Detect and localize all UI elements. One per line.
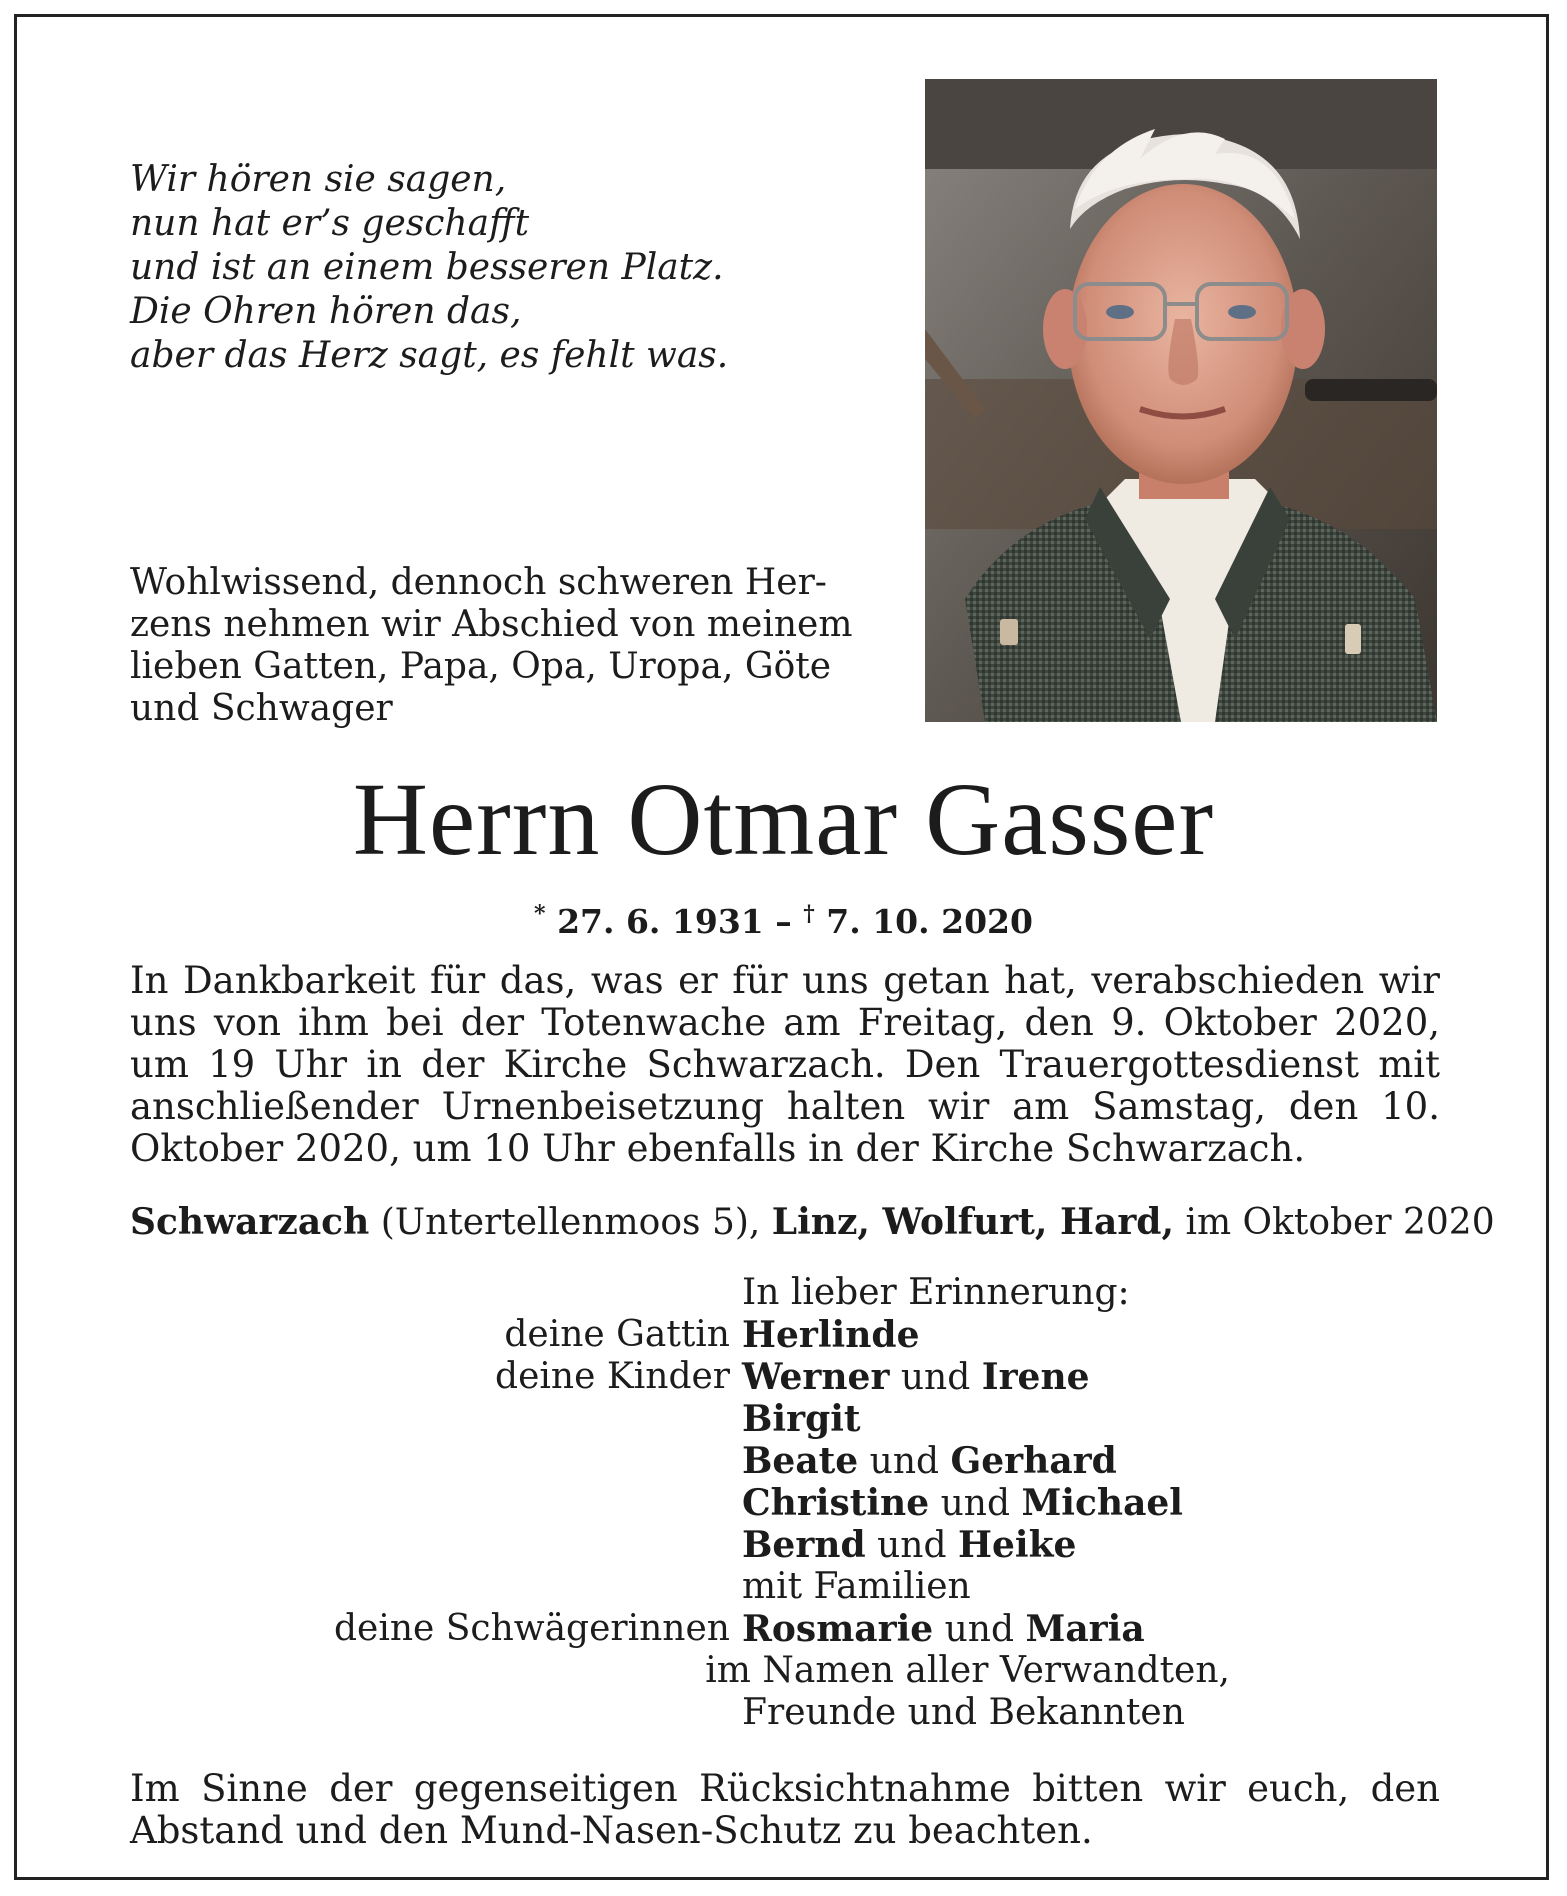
mourners-list [130,1272,1230,1734]
place-date: im Oktober 2020 [1185,1202,1495,1243]
date-dash: – [775,902,792,941]
life-dates [0,892,1567,944]
wife-name: Herlinde [742,1314,920,1356]
child-pair: Werner und Irene [742,1356,1090,1398]
death-date: 7. 10. 2020 [826,902,1033,941]
birth-mark: * [534,901,546,927]
intro-line: Wohlwissend, dennoch schweren Her- [130,562,827,603]
intro-text [130,562,853,730]
child-pair: Christine und Michael [742,1482,1183,1524]
children-label: deine Kinder [495,1356,730,1397]
child-pair: Birgit [742,1398,861,1440]
closing-line: Freunde und Bekannten [742,1692,1185,1733]
covid-notice: Im Sinne der gegenseitigen Rücksichtnahme bitten wir euch, den Abstand und den Mund-Nasen-Schutz zu beachten. [130,1767,1440,1852]
birth-date: 27. 6. 1931 [557,902,764,941]
place-line [130,1200,1495,1245]
child-pair: Beate und Gerhard [742,1440,1117,1482]
death-mark: † [803,901,815,927]
families-line: mit Familien [742,1566,971,1607]
intro-line: und Schwager [130,688,393,729]
poem-line: Die Ohren hören das, [130,291,522,332]
child-pair: Bernd und Heike [742,1524,1077,1566]
wife-label: deine Gattin [504,1314,730,1355]
poem-line: Wir hören sie sagen, [130,159,507,200]
portrait-illustration [925,79,1437,722]
poem [130,158,770,378]
deceased-name: Herrn Otmar Gasser [352,762,1215,877]
place-others: Linz, Wolfurt, Hard, [771,1201,1174,1243]
closing-line: im Namen aller Verwandten, [705,1650,1230,1691]
poem-line: aber das Herz sagt, es fehlt was. [130,335,729,376]
service-announcement: In Dankbarkeit für das, was er für uns getan hat, verabschieden wir uns von ihm bei der Totenwache am Freitag, den 9. Oktober 2020, um 19 Uhr in der Kirche Schwarzach. Den Trauergottesdienst mit anschließender Urnenbeisetzung halten wir am Samstag, den 10. Oktober 2020, um 10 Uhr ebenfalls in der Kirche Schwarzach. [130,959,1440,1170]
mourners-heading: In lieber Erinnerung: [742,1272,1130,1313]
sisters-label: deine Schwägerinnen [333,1608,730,1649]
place-address: (Untertellenmoos 5), [380,1202,761,1243]
poem-line: nun hat er’s geschafft [130,203,530,244]
intro-line: zens nehmen wir Abschied von meinem [130,604,853,645]
intro-line: lieben Gatten, Papa, Opa, Uropa, Göte [130,646,832,687]
place-town: Schwarzach [130,1201,370,1243]
portrait-photo [925,79,1437,722]
sisters-names: Rosmarie und Maria [742,1608,1145,1650]
poem-line: und ist an einem besseren Platz. [130,247,724,288]
